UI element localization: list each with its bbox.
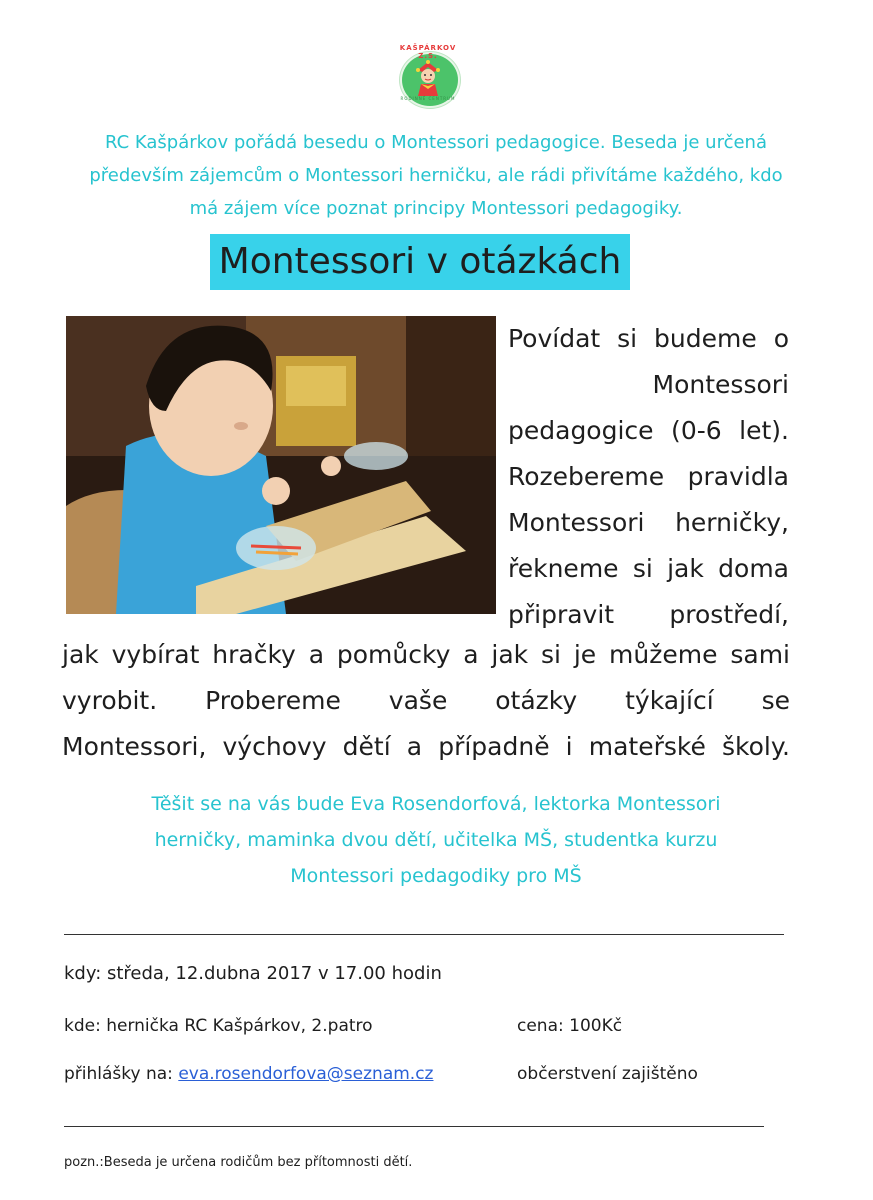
footnote: pozn.:Beseda je určena rodičům bez přítomnosti dětí.	[64, 1155, 413, 1170]
refreshments-note: občerstvení zajištěno	[517, 1064, 698, 1084]
description-line: Montessori	[652, 370, 789, 399]
description-full-width	[62, 632, 790, 770]
event-date: kdy: středa, 12.dubna 2017 v 17.00 hodin	[64, 963, 442, 984]
description-right-column	[508, 316, 789, 638]
lector-line: Montessori pedagodiky pro MŠ	[290, 865, 582, 887]
divider-bottom	[64, 1126, 764, 1127]
description-line: řekneme si jak doma	[508, 554, 789, 583]
lector-line: Těšit se na vás bude Eva Rosendorfová, lektorka Montessori	[151, 793, 721, 815]
description-line: vyrobit. Probereme vaše otázky týkající se	[62, 686, 790, 715]
description-line: Rozebereme pravidla	[508, 462, 789, 491]
kasparkov-logo	[392, 44, 464, 102]
description-line: pedagogice (0-6 let).	[508, 416, 789, 445]
registration	[64, 1064, 433, 1084]
jester-icon	[408, 58, 448, 98]
description-line: Montessori herničky,	[508, 508, 789, 537]
lector-paragraph	[80, 786, 792, 894]
intro-line: RC Kašpárkov pořádá besedu o Montessori pedagogice. Beseda je určená	[105, 132, 767, 153]
description-line: jak vybírat hračky a pomůcky a jak si je můžeme sami	[62, 640, 790, 669]
event-location: kde: hernička RC Kašpárkov, 2.patro	[64, 1016, 373, 1036]
lector-line: herničky, maminka dvou dětí, učitelka MŠ, studentka kurzu	[154, 829, 718, 851]
email-link[interactable]: eva.rosendorfova@seznam.cz	[178, 1064, 434, 1084]
intro-paragraph	[60, 126, 812, 225]
event-title: Montessori v otázkách	[210, 234, 630, 290]
child-montessori-photo	[66, 316, 496, 614]
registration-label: přihlášky na:	[64, 1064, 179, 1084]
description-line: připravit prostředí,	[508, 600, 789, 629]
event-price: cena: 100Kč	[517, 1016, 623, 1036]
photo-illustration	[66, 316, 496, 614]
logo-ring-top: KAŠPÁRKOV Z.S.	[399, 44, 457, 60]
intro-line: má zájem více poznat principy Montessori pedagogiky.	[189, 198, 683, 219]
intro-line: především zájemcům o Montessori herničku, ale rádi přivítáme každého, kdo	[89, 165, 783, 186]
description-line: Montessori, výchovy dětí a případně i mateřské školy.	[62, 732, 790, 761]
divider-top	[64, 934, 784, 935]
logo-ring-bottom: RODINNÉ CENTRUM	[400, 96, 456, 101]
description-line: Povídat si budeme o	[508, 324, 789, 353]
